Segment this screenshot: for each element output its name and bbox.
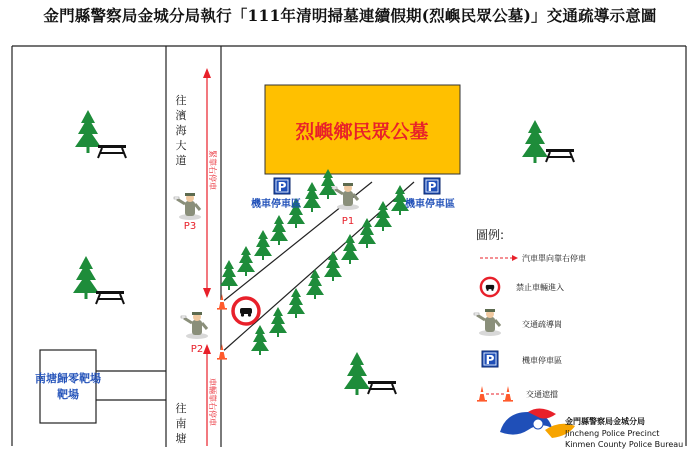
legend-item-officer — [474, 309, 562, 336]
parking-sign-left — [274, 178, 290, 194]
svg-text:P: P — [427, 180, 437, 194]
svg-text:P: P — [485, 353, 495, 367]
svg-text:道: 道 — [175, 154, 187, 167]
svg-text:交通遮擋: 交通遮擋 — [526, 390, 558, 399]
tree-bench-bottom — [344, 352, 396, 395]
svg-text:P3: P3 — [183, 221, 197, 232]
svg-text:海: 海 — [175, 124, 187, 137]
logo-line2: Jincheng Police Precinct — [565, 429, 660, 438]
post-p3 — [174, 193, 201, 232]
no-vehicle-sign — [233, 298, 259, 324]
lane-note-top: 緊靠右停車 — [208, 150, 217, 190]
shooting-range-box — [40, 350, 96, 423]
parking-label-right: 機車停車區 — [405, 199, 455, 210]
svg-text:南: 南 — [175, 417, 187, 430]
svg-text:P2: P2 — [190, 344, 204, 355]
svg-text:往: 往 — [175, 402, 187, 415]
logo-line1: 金門縣警察局金城分局 — [565, 417, 645, 426]
svg-text:禁止車輛進入: 禁止車輛進入 — [516, 283, 564, 292]
svg-text:大: 大 — [175, 139, 187, 152]
shooting-range-label: 南塘歸零靶場 — [35, 372, 101, 385]
parking-label-left: 機車停車區 — [251, 199, 301, 210]
svg-text:機車停車區: 機車停車區 — [522, 356, 562, 365]
svg-text:往: 往 — [175, 94, 187, 107]
parking-sign-right — [424, 178, 440, 194]
legend — [474, 227, 586, 402]
legend-item-parking — [482, 351, 562, 367]
legend-item-cone — [477, 386, 558, 402]
post-p2 — [181, 312, 208, 355]
svg-text:塘: 塘 — [175, 432, 187, 445]
legend-item-no-vehicle — [481, 278, 564, 296]
tree-bench-left-top — [75, 110, 126, 158]
roadside-trees — [220, 169, 409, 355]
tree-bench-left-mid — [73, 256, 124, 304]
lane-note-bottom: 車輛靠右停車 — [208, 378, 217, 426]
svg-text:P1: P1 — [341, 216, 355, 227]
svg-text:靶場: 靶場 — [57, 388, 79, 401]
legend-item-arrow — [480, 253, 586, 263]
svg-text:汽車單向靠右停車: 汽車單向靠右停車 — [522, 254, 586, 263]
svg-text:交通疏導崗: 交通疏導崗 — [522, 320, 562, 329]
svg-text:濱: 濱 — [175, 109, 187, 122]
page-title: 金門縣警察局金城分局執行「111年清明掃墓連續假期(烈嶼民眾公墓)」交通疏導示意圖 — [43, 6, 657, 25]
svg-text:P: P — [277, 180, 287, 194]
tree-bench-right-top — [522, 120, 574, 163]
legend-title: 圖例: — [476, 228, 505, 242]
logo-line3: Kinmen County Police Bureau — [565, 440, 684, 449]
cemetery-label: 烈嶼鄉民眾公墓 — [295, 121, 429, 143]
police-bureau-logo — [500, 408, 683, 449]
post-p1 — [332, 183, 359, 227]
